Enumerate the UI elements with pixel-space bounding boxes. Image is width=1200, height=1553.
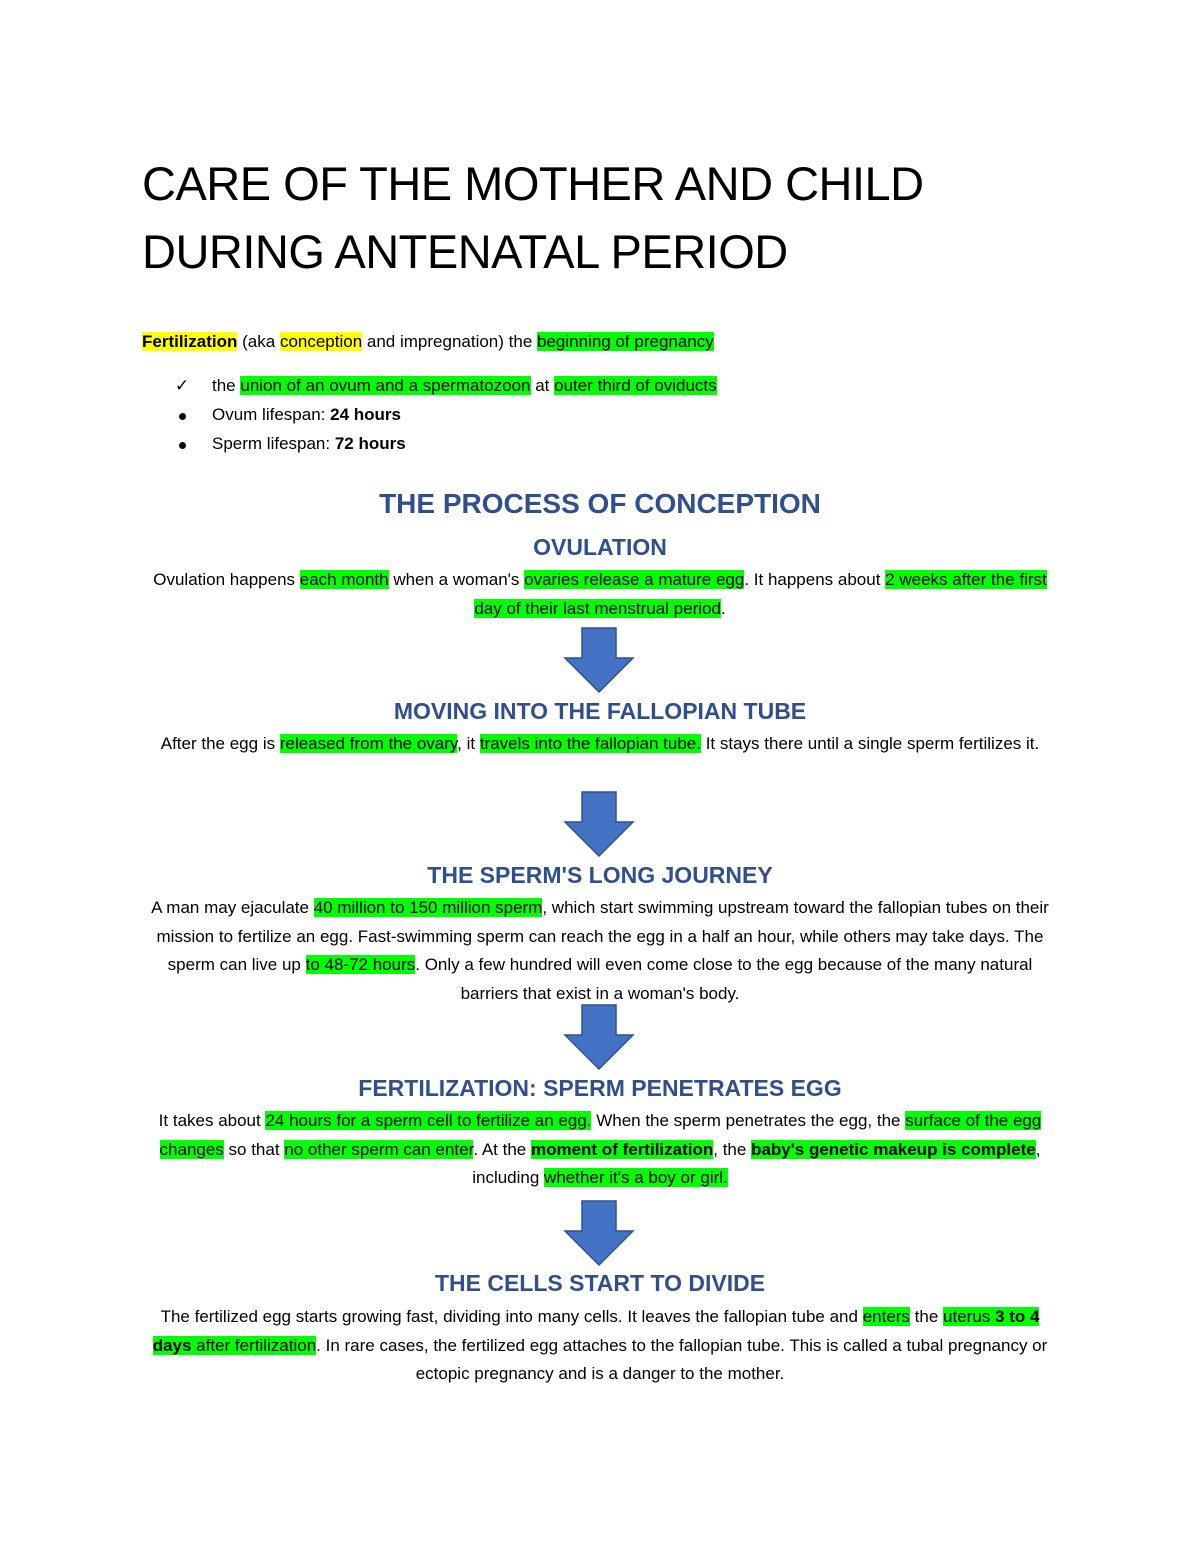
- term-beginning-of-pregnancy: beginning of pregnancy: [537, 332, 714, 351]
- process-title: THE PROCESS OF CONCEPTION: [379, 488, 821, 519]
- heading-ovulation: OVULATION: [533, 534, 667, 560]
- list-item: Ovum lifespan: 24 hours: [172, 401, 1072, 430]
- bullet-dot-icon: [172, 430, 192, 458]
- heading-fallopian-tube: MOVING INTO THE FALLOPIAN TUBE: [393, 698, 807, 724]
- list-item: ✓ the union of an ovum and a spermatozoon at outer third of oviducts: [172, 372, 1072, 401]
- paragraph-cells-divide: The fertilized egg starts growing fast, dividing into many cells. It leaves the fallopian tube and enters the uterus 3 to 4 days after fertilization. In rare cases, the fertilized egg attaches to the fallopian tube. This is called a tubal pregnancy or ectopic pregnancy and is a danger to the mother.: [152, 1307, 1048, 1383]
- bullet-dot-icon: [172, 401, 192, 429]
- paragraph-fertilization: It takes about 24 hours for a sperm cell to fertilize an egg. When the sperm penetrates the egg, the surface of the egg changes so that no other sperm can enter. At the moment of fertilization, the baby's genetic makeup is complete, including whether it's a boy or girl.: [158, 1111, 1042, 1187]
- down-arrow-icon: [563, 1004, 635, 1070]
- fertilization-definition: Fertilization (aka conception and impregnation) the beginning of pregnancy: [142, 332, 714, 351]
- down-arrow-icon: [563, 791, 635, 857]
- term-conception: conception: [279, 332, 363, 351]
- heading-cells-divide: THE CELLS START TO DIVIDE: [434, 1270, 766, 1296]
- fertilization-facts-list: [172, 372, 1072, 459]
- paragraph-sperm-journey: A man may ejaculate 40 million to 150 million sperm, which start swimming upstream toward the fallopian tubes on their mission to fertilize an egg. Fast-swimming sperm can reach the egg in a half an hour, while others may take days. The sperm can live up to 48-72 hours. Only a few hundred will even come close to the egg because of the many natural barriers that exist in a woman's body.: [151, 898, 1049, 1003]
- title-line-1: CARE OF THE MOTHER AND CHILD: [142, 157, 924, 210]
- heading-fertilization: FERTILIZATION: SPERM PENETRATES EGG: [358, 1075, 842, 1101]
- term-fertilization: Fertilization: [142, 332, 238, 351]
- down-arrow-icon: [563, 1200, 635, 1266]
- title-line-2: DURING ANTENATAL PERIOD: [142, 225, 788, 278]
- heading-sperm-journey: THE SPERM'S LONG JOURNEY: [427, 862, 773, 888]
- paragraph-ovulation: Ovulation happens each month when a woman's ovaries release a mature egg. It happens about 2 weeks after the first day of their last menstrual period.: [153, 570, 1047, 618]
- paragraph-fallopian-tube: After the egg is released from the ovary, it travels into the fallopian tube. It stays there until a single sperm fertilizes it.: [160, 734, 1040, 753]
- checkmark-icon: ✓: [174, 376, 190, 395]
- document-title: [142, 150, 1102, 286]
- down-arrow-icon: [563, 627, 635, 693]
- list-item: Sperm lifespan: 72 hours: [172, 430, 1072, 459]
